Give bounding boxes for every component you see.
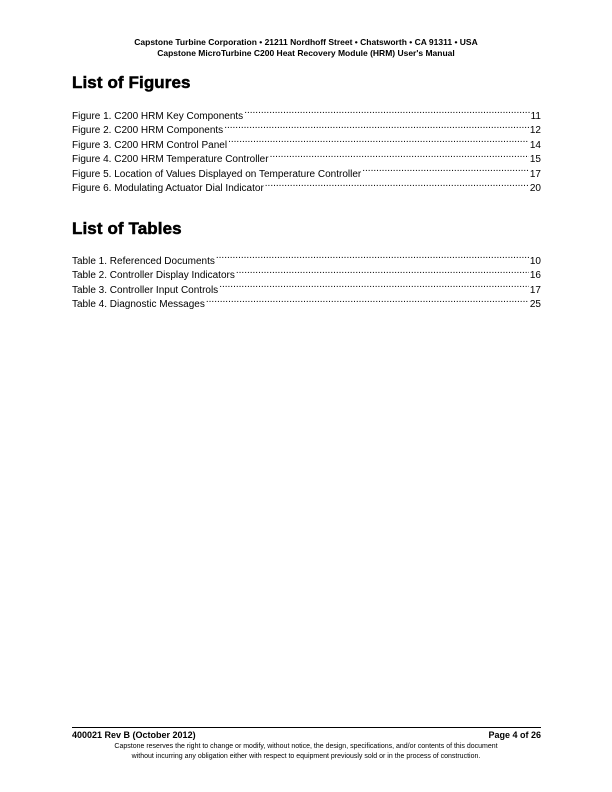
table-entry-label: Table 2. Controller Display Indicators	[72, 270, 235, 281]
table-entry-label: Table 1. Referenced Documents	[72, 255, 215, 267]
footer-page-number: Page 4 of 26	[488, 730, 541, 740]
table-entry[interactable]	[72, 249, 541, 267]
footer-notice	[0, 742, 612, 761]
figure-entry-page: 11	[530, 110, 541, 122]
footer-doc-number: 400021 Rev B (October 2012)	[72, 730, 196, 740]
header-company-line: Capstone Turbine Corporation • 21211 Nordhoff Street • Chatsworth • CA 91311 • USA	[134, 37, 478, 47]
dot-leader	[362, 162, 529, 177]
table-entry-label: Table 3. Controller Input Controls	[72, 284, 219, 296]
footer-notice-line: Capstone reserves the right to change or modify, without notice, the design, specifications, and/or contents of this document	[114, 743, 498, 750]
figure-entry-label: Figure 1. C200 HRM Key Components	[72, 110, 244, 122]
dot-leader	[236, 264, 529, 279]
figure-entry-label: Figure 6. Modulating Actuator Dial Indicator	[72, 183, 264, 194]
figure-entry-label: Figure 5. Location of Values Displayed on Temperature Controller	[72, 168, 362, 180]
dot-leader	[265, 177, 529, 192]
figure-entry[interactable]	[72, 104, 541, 122]
dot-leader	[206, 293, 529, 308]
dot-leader	[224, 119, 529, 134]
footer-notice-line: without incurring any obligation either with respect to equipment previously sold or in the process of construction.	[131, 752, 481, 760]
header-manual-title: Capstone MicroTurbine C200 Heat Recovery Module (HRM) User's Manual	[157, 48, 455, 58]
dot-leader	[270, 148, 529, 163]
figure-entry-page: 15	[529, 154, 541, 165]
table-entry-page: 16	[529, 270, 541, 281]
list-of-tables-heading: List of Tables	[72, 219, 182, 238]
figure-entry-label: Figure 2. C200 HRM Components	[72, 125, 224, 136]
figure-entry-label: Figure 4. C200 HRM Temperature Controller	[72, 154, 269, 165]
list-of-figures-heading: List of Figures	[72, 73, 191, 92]
dot-leader	[228, 133, 529, 148]
figure-entry-page: 20	[529, 183, 541, 194]
table-entry-page: 10	[529, 255, 541, 267]
dot-leader	[244, 104, 529, 119]
figure-entry-page: 17	[529, 168, 541, 180]
figure-entry-page: 14	[529, 139, 541, 151]
table-entry-page: 25	[529, 299, 541, 310]
dot-leader	[219, 278, 529, 293]
figure-entry-label: Figure 3. C200 HRM Control Panel	[72, 139, 228, 151]
tables-list	[72, 249, 541, 310]
dot-leader	[216, 249, 529, 264]
page-header	[0, 37, 612, 59]
figures-list	[72, 104, 541, 194]
table-entry-page: 17	[529, 284, 541, 296]
footer-divider	[72, 727, 541, 728]
figure-entry-page: 12	[529, 125, 541, 136]
table-entry-label: Table 4. Diagnostic Messages	[72, 299, 205, 310]
